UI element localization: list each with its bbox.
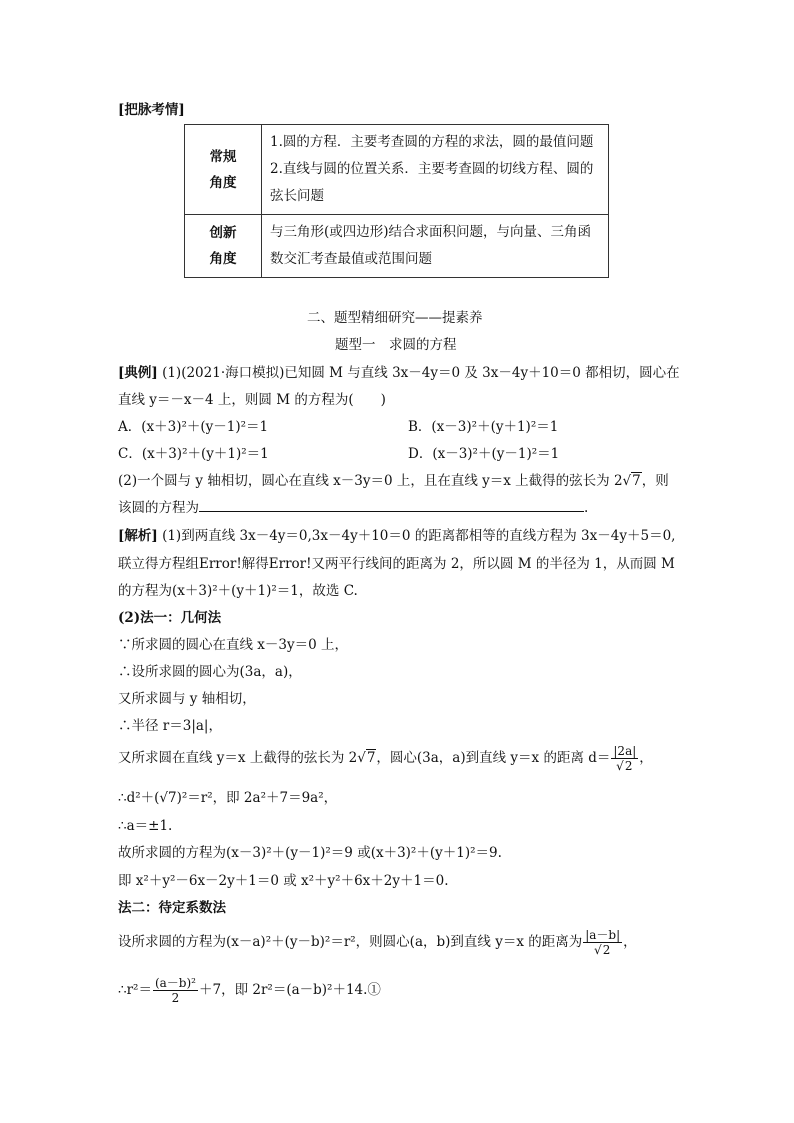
method-1-line-4: ∴半径 r＝3|a|，: [118, 718, 222, 734]
option-b: B．(x－3)²＋(y＋1)²＝1: [408, 419, 559, 435]
distance-fraction: $\frac{|2a|}{√2}$: [613, 744, 637, 773]
option-c: C．(x＋3)²＋(y＋1)²＝1: [118, 446, 269, 462]
analysis-line-1: [解析] (1)到两直线 3x－4y＝0,3x－4y＋10＝0 的距离都相等的直线方程为 3x－4y＋5＝0,: [118, 528, 676, 544]
question-2-line-1: (2)一个圆与 y 轴相切，圆心在直线 x－3y＝0 上，且在直线 y＝x 上截得的弦长为 2√7，则: [118, 473, 669, 489]
row-content: 1.圆的方程．主要考查圆的方程的求法，圆的最值问题 2.直线与圆的位置关系．主要考查圆的切线方程、圆的 弦长问题: [262, 125, 609, 215]
question-2-line-2: 该圆的方程为 .: [118, 500, 589, 516]
table-row: [185, 215, 609, 278]
example-line-1: [典例] (1)(2021·海口模拟)已知圆 M 与直线 3x－4y＝0 及 3x－4y＋10＝0 都相切，圆心在: [118, 365, 680, 381]
method-2-line-2: ∴r²＝ $\frac{\text{(a－b)²}}{2}$ ＋7，即 2r²＝(a－b)²＋14.①: [118, 976, 381, 1005]
analysis-line-3: 的方程为(x＋3)²＋(y＋1)²＝1，故选 C.: [118, 583, 358, 599]
method-1-line-7: ∴a＝±1.: [118, 818, 173, 834]
method-1-line-2: ∴设所求圆的圆心为(3a，a)，: [118, 664, 302, 680]
exam-analysis-table: [184, 124, 609, 278]
method-2-title: 法二：待定系数法: [118, 900, 226, 916]
distance-fraction: $\frac{|a-b|}{√2}$: [585, 928, 621, 957]
method-1-line-8: 故所求圆的方程为(x－3)²＋(y－1)²＝9 或(x＋3)²＋(y＋1)²＝9.: [118, 845, 502, 861]
method-1-line-9: 即 x²＋y²－6x－2y＋1＝0 或 x²＋y²＋6x＋2y＋1＝0.: [118, 873, 449, 889]
example-tag: [典例]: [118, 365, 158, 381]
method-1-line-3: 又所求圆与 y 轴相切，: [118, 691, 256, 707]
option-d: D．(x－3)²＋(y－1)²＝1: [408, 446, 560, 462]
row-header: 创新 角度: [185, 215, 262, 278]
method-1-title: (2)法一：几何法: [118, 610, 222, 626]
row-content: 与三角形(或四边形)结合求面积问题，与向量、三角函 数交汇考查最值或范围问题: [262, 215, 609, 278]
method-1-line-5: 又所求圆在直线 y＝x 上截得的弦长为 2√7，圆心(3a，a)到直线 y＝x 的距离 d＝ $\frac{|2a|}{√2}$ ，: [118, 744, 653, 773]
example-line-2: 直线 y＝－x－4 上，则圆 M 的方程为( ): [118, 392, 386, 408]
method-1-line-1: ∵所求圆的圆心在直线 x－3y＝0 上，: [118, 637, 349, 653]
row-header: 常规 角度: [185, 125, 262, 215]
table-row: [185, 125, 609, 215]
section-label: [把脉考情]: [118, 102, 185, 118]
answer-blank: [199, 499, 584, 512]
analysis-tag: [解析]: [118, 528, 158, 544]
radius-fraction: $\frac{\text{(a－b)²}}{2}$: [154, 976, 196, 1005]
topic-title: 题型一 求圆的方程: [335, 337, 457, 353]
analysis-line-2: 联立得方程组Error!解得Error!又两平行线间的距离为 2，所以圆 M 的半径为 1，从而圆 M: [118, 556, 675, 572]
method-2-line-1: 设所求圆的方程为(x－a)²＋(y－b)²＝r²，则圆心(a，b)到直线 y＝x 的距离为 $\frac{|a-b|}{√2}$ ，: [118, 928, 637, 957]
option-a: A．(x＋3)²＋(y－1)²＝1: [118, 419, 269, 435]
method-1-line-6: ∴d²＋(√7)²＝r²，即 2a²＋7＝9a²，: [118, 790, 338, 806]
section-title: 二、题型精细研究——提素养: [307, 310, 483, 326]
